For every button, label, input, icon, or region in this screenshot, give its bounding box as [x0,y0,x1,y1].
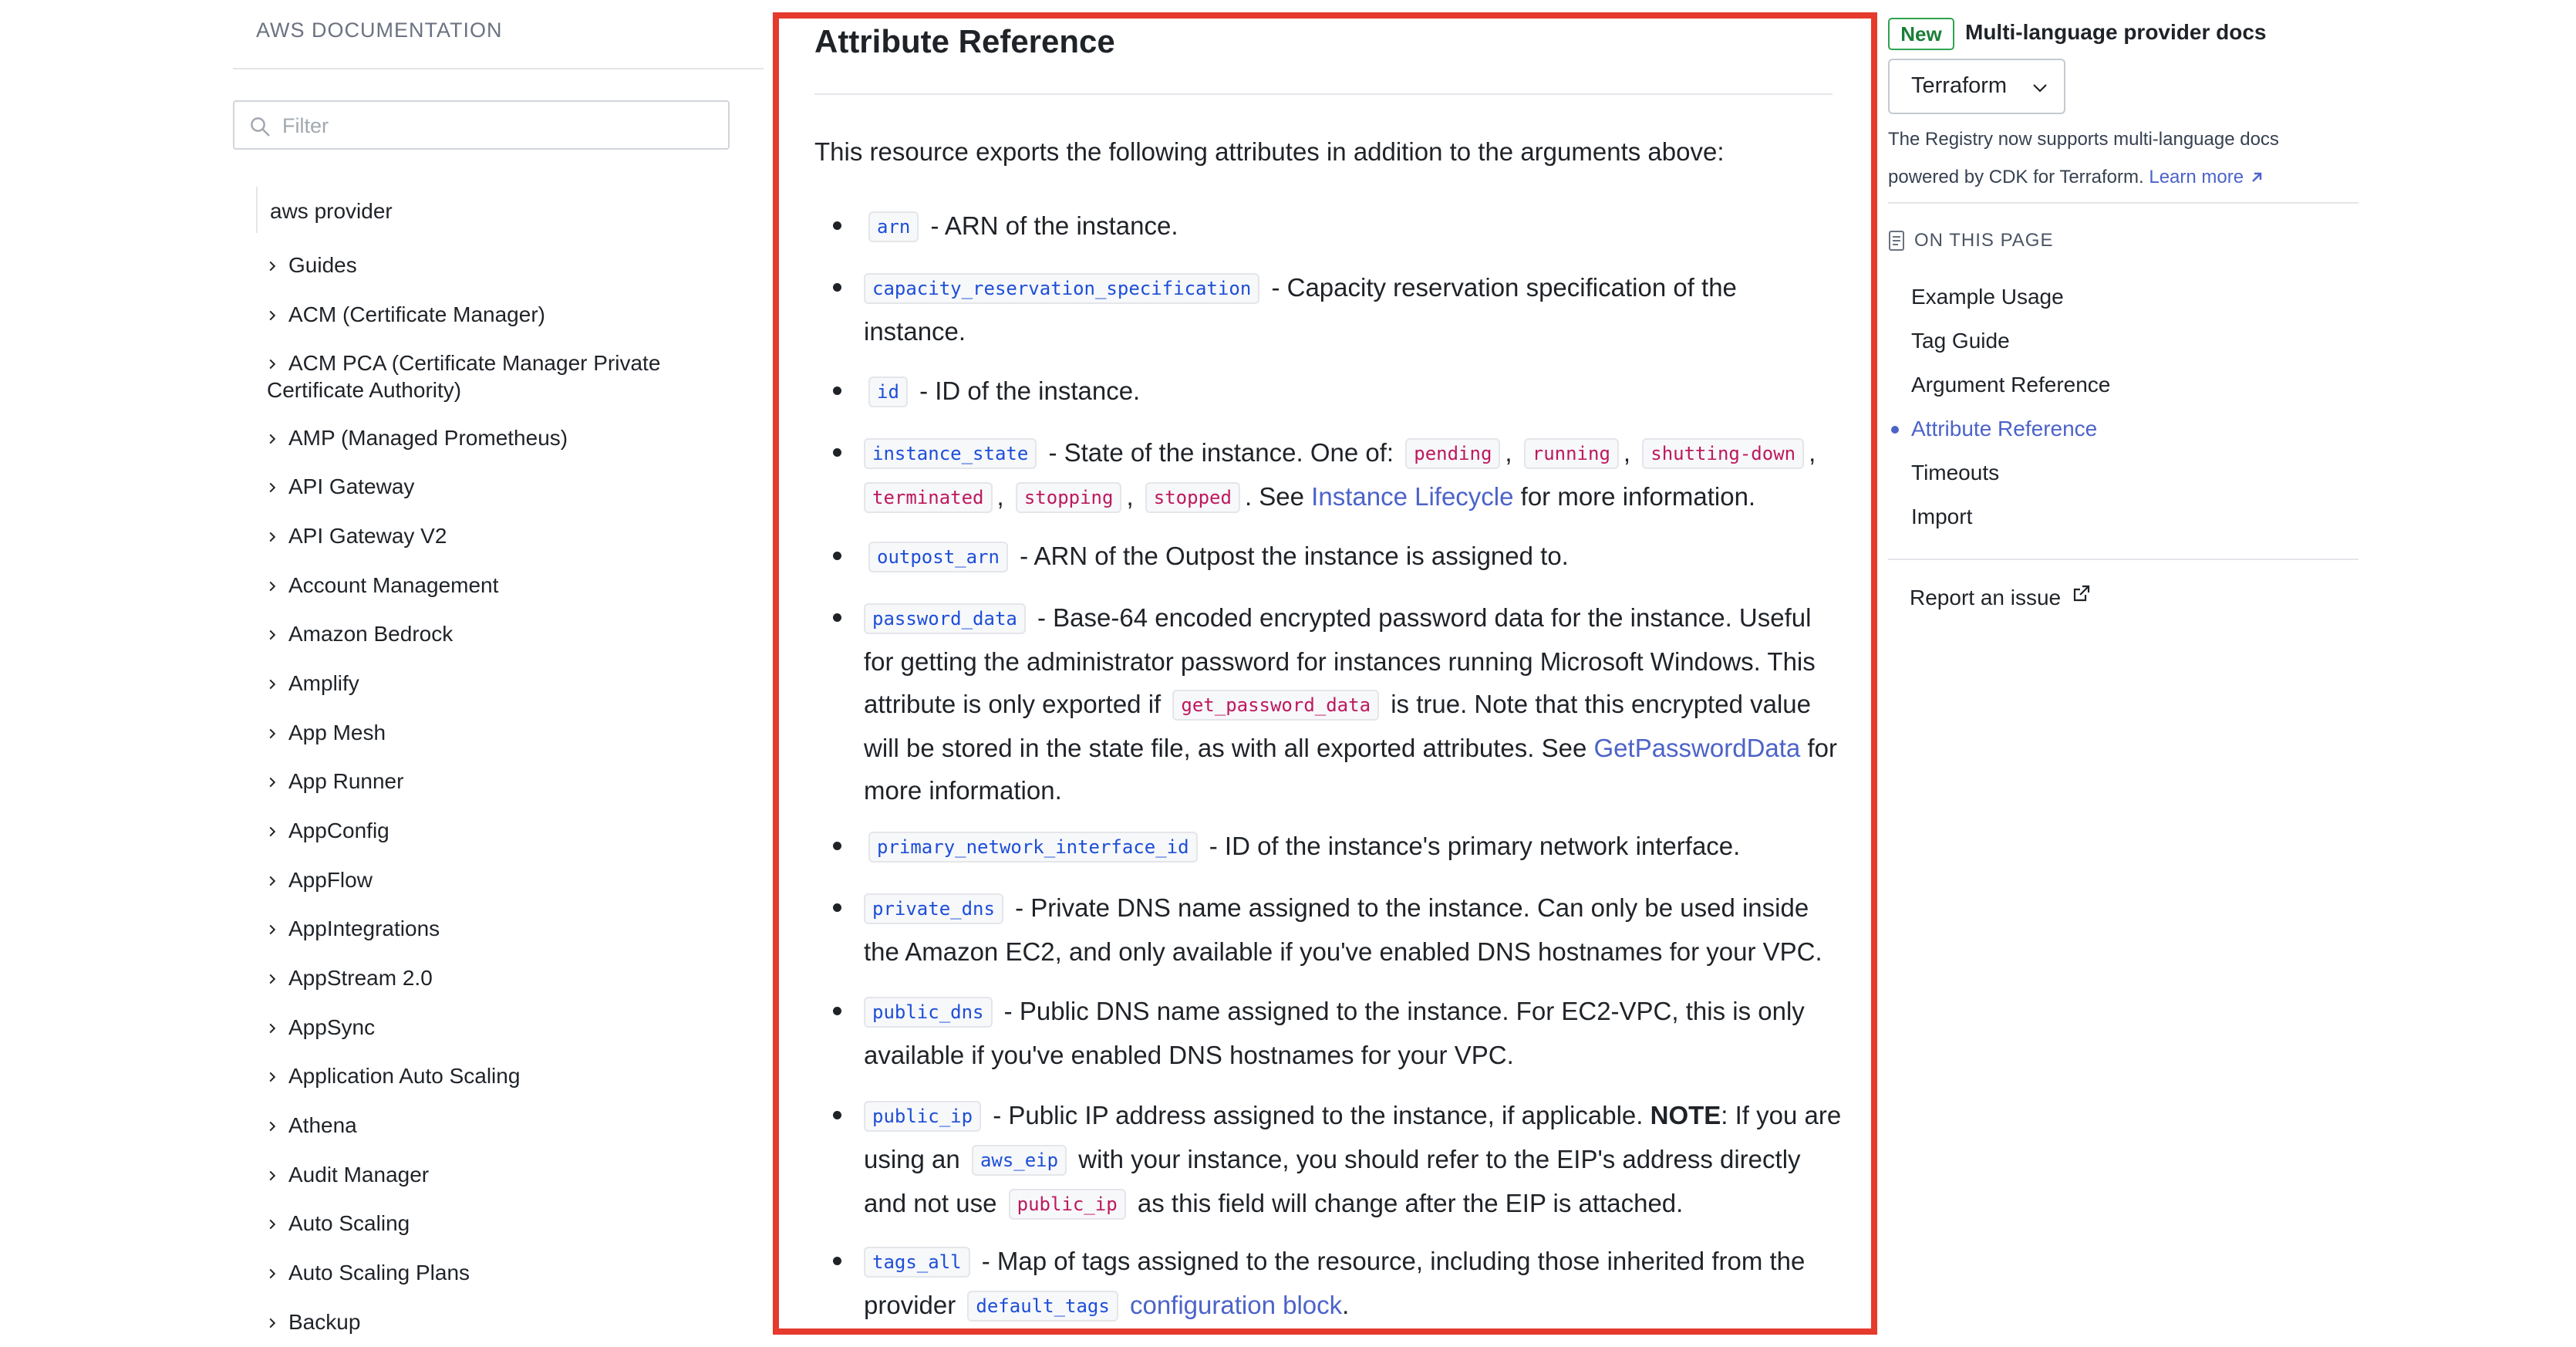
attr-desc: - Capacity reservation specification of the [1271,273,1737,302]
chevron-down-icon [2031,82,2048,94]
divider [1888,202,2359,204]
code-default-tags: default_tags [967,1291,1118,1322]
nav-item-acm-pca[interactable] [267,349,720,403]
bullet [833,1007,841,1015]
attr-desc: - Public DNS name assigned to the instance. For EC2-VPC, this is only [1003,997,1805,1025]
attr-desc-line3b: is true. Note that this encrypted value [1391,690,1811,718]
attr-desc-line2: the Amazon EC2, and only available if you've enabled DNS hostnames for your VPC. [864,937,1822,966]
nav-item-label: AppConfig [288,819,389,842]
nav-item-appflow[interactable] [267,866,373,893]
attribute-arn [864,204,1842,248]
bullet [833,1257,841,1265]
nav-item-appsync[interactable] [267,1014,375,1041]
code-tags-all: tags_all [864,1247,970,1278]
bullet [833,842,841,850]
attr-desc: - Private DNS name assigned to the instance. Can only be used inside [1015,893,1809,922]
nav-item-label: Audit Manager [288,1163,430,1187]
chevron-right-icon [267,261,278,272]
link-getpassworddata[interactable]: GetPasswordData [1593,734,1801,762]
nav-item-label: Amazon Bedrock [288,622,453,646]
new-badge: New [1888,18,1954,50]
nav-item-label: ACM (Certificate Manager) [288,302,545,326]
attr-desc-tail: . [1342,1291,1350,1319]
attribute-outpost-arn [864,535,1842,579]
chevron-right-icon [267,1023,278,1034]
nav-item-guides[interactable] [267,252,357,279]
toc-attribute-reference[interactable]: Attribute Reference [1911,417,2098,441]
code-id: id [868,376,908,407]
attr-desc: - ARN of the instance. [930,211,1178,240]
attr-desc: - Map of tags assigned to the resource, including those inherited from the [981,1247,1806,1275]
bullet [833,387,841,395]
nav-item-label: Account Management [288,573,499,597]
divider [233,68,764,69]
chevron-right-icon [267,1219,278,1230]
active-indicator-dot [1891,426,1899,434]
attr-desc-line2b: with your instance, you should refer to the EIP's address directly [1078,1145,1801,1173]
toc-timeouts[interactable]: Timeouts [1911,461,2000,484]
report-issue-label: Report an issue [1910,586,2062,609]
filter-input[interactable] [281,110,716,142]
attr-desc: - ARN of the Outpost the instance is assigned to. [1020,542,1569,570]
chevron-right-icon [267,630,278,640]
arrow-up-right-icon [2249,170,2264,185]
bullet [833,613,841,622]
promo-title: Multi-language provider docs [1965,20,2267,44]
code-value-shutting-down: shutting-down [1642,438,1804,469]
link-configuration-block[interactable]: configuration block [1129,1291,1343,1319]
chevron-right-icon [267,679,278,690]
nav-item-label: API Gateway [288,474,415,498]
left-sidebar [233,0,764,1347]
code-get-password-data: get_password_data [1172,690,1379,721]
chevron-right-icon [267,581,278,592]
attr-desc-line2: instance. [864,317,966,346]
bullet [833,903,841,912]
nav-item-amplify[interactable] [267,670,359,697]
code-value-stopped: stopped [1145,482,1240,513]
chevron-right-icon [267,434,278,444]
toc-argument-reference[interactable]: Argument Reference [1911,373,2111,397]
attr-desc: - State of the instance. One of: [1048,438,1394,467]
nav-item-athena[interactable] [267,1112,357,1139]
report-issue-link[interactable] [1910,583,2092,610]
nav-header: AWS DOCUMENTATION [256,19,503,42]
language-select[interactable] [1888,59,2065,114]
chevron-right-icon [267,728,278,739]
text-see: . See [1244,482,1304,511]
chevron-right-icon [267,482,278,493]
attr-desc-line2a: provider [864,1291,956,1319]
toc-tag-guide[interactable]: Tag Guide [1911,329,2010,353]
attr-desc-line2: for getting the administrator password for instances running Microsoft Windows. This [864,647,1816,676]
code-value-terminated: terminated [864,482,993,513]
chevron-right-icon [267,1268,278,1279]
attribute-password-data [864,596,1842,812]
language-select-value: Terraform [1911,73,2008,98]
bullet [833,448,841,457]
nav-item-label: AppSync [288,1015,376,1039]
nav-item-label: Athena [288,1113,357,1137]
attribute-public-ip [864,1094,1842,1226]
attribute-instance-state: instance_state - State of the instance. One of: pending , running , shutting-down , terminated , stopping , stopped . See Instance Lifecycle for more information. [864,431,1842,519]
filter-box[interactable] [233,100,730,150]
attr-desc-note: : If you are [1721,1101,1842,1129]
attr-desc-line2: available if you've enabled DNS hostnames for your VPC. [864,1041,1514,1069]
chevron-right-icon [267,826,278,837]
code-primary-network-interface-id: primary_network_interface_id [868,832,1198,863]
chevron-right-icon [267,1318,278,1328]
toc-example-usage[interactable]: Example Usage [1911,285,2064,309]
chevron-right-icon [267,1170,278,1181]
attr-desc-line4a: will be stored in the state file, as with all exported attributes. See [864,734,1587,762]
link-instance-lifecycle[interactable]: Instance Lifecycle [1311,482,1514,511]
attr-desc-line3b: as this field will change after the EIP is attached. [1137,1189,1684,1217]
nav-item-api-gateway[interactable] [267,473,414,500]
nav-item-amazon-bedrock[interactable] [267,620,453,647]
promo-text-line1: The Registry now supports multi-language docs [1888,129,2279,150]
nav-item-label: Auto Scaling Plans [288,1261,470,1285]
nav-item-auto-scaling[interactable] [267,1210,410,1237]
nav-item-label: AMP (Managed Prometheus) [288,426,568,450]
note-label: NOTE [1650,1101,1721,1129]
toc-import[interactable]: Import [1911,505,1973,528]
nav-item-amp[interactable] [267,424,568,451]
nav-item-appintegrations[interactable] [267,915,440,942]
code-public-ip-inline: public_ip [1009,1189,1126,1220]
attr-desc: - Public IP address assigned to the instance, if applicable. [993,1101,1644,1129]
nav-item-label: AppStream 2.0 [288,966,433,990]
attribute-tags-all [864,1240,1842,1328]
nav-item-acm[interactable] [267,301,545,328]
nav-item-label: AppFlow [288,868,373,892]
attribute-primary-network-interface-id [864,825,1842,869]
nav-item-audit-manager[interactable] [267,1161,429,1188]
code-password-data: password_data [864,603,1026,634]
code-public-ip: public_ip [864,1101,981,1132]
nav-item-label: Auto Scaling [288,1211,410,1235]
learn-more-label: Learn more [2149,167,2244,187]
chevron-right-icon [267,974,278,984]
chevron-right-icon [267,532,278,542]
code-aws-eip: aws_eip [972,1145,1067,1176]
attribute-capacity-reservation [864,266,1842,353]
chevron-right-icon [267,310,278,321]
nav-item-account-management[interactable] [267,572,498,599]
attr-desc: - ID of the instance's primary network interface. [1209,832,1741,860]
external-link-icon [2072,583,2092,603]
code-value-stopping: stopping [1016,482,1122,513]
code-arn: arn [868,211,919,242]
promo-text-line2: powered by CDK for Terraform. [1888,167,2144,187]
nav-item-auto-scaling-plans[interactable] [267,1259,470,1286]
bullet [833,552,841,560]
page-title: Attribute Reference [814,23,1115,59]
attr-desc-line3a: attribute is only exported if [864,690,1162,718]
nav-item-appconfig[interactable] [267,817,389,844]
chevron-right-icon [267,777,278,788]
bullet [833,1111,841,1119]
attr-desc-line3a: and not use [864,1189,997,1217]
nav-item-label: ACM PCA (Certificate Manager Private [288,351,661,375]
nav-item-label: Guides [288,253,357,277]
attr-desc-line4b: for [1807,734,1837,762]
chevron-right-icon [267,876,278,886]
attr-desc-line2a: using an [864,1145,960,1173]
code-public-dns: public_dns [864,997,993,1028]
search-icon [248,115,271,138]
learn-more-link[interactable] [2149,167,2264,187]
bullet [833,283,841,292]
chevron-right-icon [267,924,278,935]
chevron-right-icon [267,359,278,370]
nav-item-label: Backup [288,1310,361,1334]
code-outpost-arn: outpost_arn [868,542,1008,572]
code-private-dns: private_dns [864,893,1003,924]
attribute-private-dns [864,886,1842,973]
nav-item-label: API Gateway V2 [288,524,447,548]
attribute-id [864,370,1842,414]
nav-item-appstream[interactable] [267,964,433,991]
divider [1888,559,2359,560]
attribute-public-dns [864,990,1842,1076]
right-sidebar [1888,0,2359,1347]
divider [814,93,1833,95]
intro-text: This resource exports the following attributes in addition to the arguments above: [814,137,1725,166]
nav-item-label: App Mesh [288,721,386,744]
nav-item-backup[interactable] [267,1308,360,1335]
promo-text [1888,120,2351,196]
attr-desc: - Base-64 encoded encrypted password data for the instance. Useful [1037,603,1812,632]
on-this-page-label: ON THIS PAGE [1914,230,2054,251]
text-tail: for more information. [1520,482,1756,511]
nav-item-app-mesh[interactable] [267,719,386,746]
nav-item-api-gateway-v2[interactable] [267,522,447,549]
nav-root-aws-provider[interactable]: aws provider [270,199,393,223]
nav-item-label: Application Auto Scaling [288,1064,521,1088]
nav-item-label: Amplify [288,671,359,695]
bullet [833,221,841,230]
tree-line [256,187,258,233]
document-list-icon [1888,230,1905,252]
code-value-pending: pending [1405,438,1500,469]
code-capacity-reservation: capacity_reservation_specification [864,273,1259,304]
attr-desc: - ID of the instance. [919,376,1141,405]
chevron-right-icon [267,1121,278,1132]
nav-item-application-auto-scaling[interactable] [267,1062,520,1089]
code-instance-state: instance_state [864,438,1037,469]
nav-item-label: AppIntegrations [288,917,440,940]
code-value-running: running [1524,438,1619,469]
nav-item-label: App Runner [288,769,404,793]
chevron-right-icon [267,1072,278,1082]
nav-item-app-runner[interactable] [267,768,403,795]
attr-desc-line5: more information. [864,776,1062,805]
nav-item-label-line2: Certificate Authority) [267,378,462,402]
